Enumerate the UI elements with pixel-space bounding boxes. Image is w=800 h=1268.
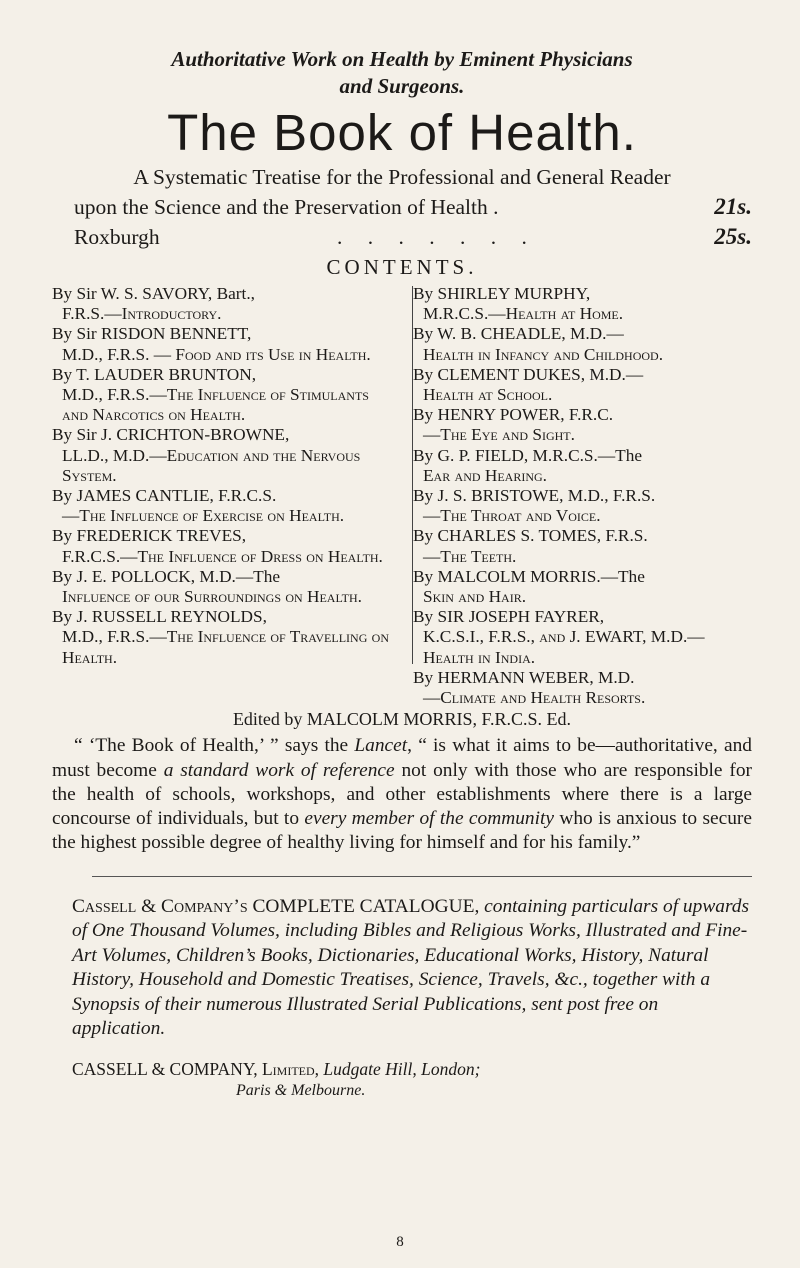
contents-entry [413,567,752,607]
entry-author: By HERMANN WEBER, M.D. [413,667,635,687]
entry-subject: M.D., F.R.S.—The Influence of Travelling on Health. [62,627,390,667]
description-line-2 [52,192,752,222]
entry-subject: Skin and Hair. [423,587,527,607]
entry-subject: M.D., F.R.S.—The Influence of Stimulants and Narcotics on Health. [62,385,369,425]
entry-author: By J. E. POLLOCK, M.D.—The [52,566,281,586]
quote-every: every member of the community [304,808,555,830]
entry-author: By J. S. BRISTOWE, M.D., F.R.S. [413,486,656,506]
price-standard: 21s. [714,194,752,219]
entry-author: By W. B. CHEADLE, M.D.— [413,324,624,344]
binding-label: Roxburgh [74,225,160,249]
entry-author: By MALCOLM MORRIS.—The [413,566,645,586]
contents-left-column [52,284,399,708]
entry-subject: M.D., F.R.S. — Food and its Use in Health. [62,344,371,364]
publisher-limited: Limited, [261,1058,320,1079]
entry-subject: —The Influence of Exercise on Health. [62,506,345,526]
lancet-quote [52,734,752,855]
entry-author: By FREDERICK TREVES, [52,526,247,546]
catalogue-lead: Cassell & Company’s [72,895,248,917]
entry-subject: F.R.C.S.—The Influence of Dress on Health. [62,546,383,566]
contents-entry [52,567,391,607]
description-line-3 [52,222,752,252]
entry-subject: —The Eye and Sight. [423,425,575,445]
contents-entry [52,607,391,668]
entry-author: By SIR JOSEPH FAYRER, [413,607,605,627]
contents-entry [413,668,752,708]
quote-part-3: not only with those who are responsible for the health of schools, workshops, and other establishments where there is a large concourse of individuals, but to [52,759,752,830]
entry-subject: M.R.C.S.—Health at Home. [423,304,624,324]
catalogue-notice [72,895,752,1042]
entry-subject: Health at School. [423,385,553,405]
contents-entry [413,526,752,566]
contents-entry [413,446,752,486]
quote-standard: a standard work of reference [163,759,395,781]
entry-author: By SHIRLEY MURPHY, [413,284,591,303]
entry-author: By HENRY POWER, F.R.C. [413,405,614,425]
contents-entry [413,365,752,405]
contents-right-column [399,284,752,708]
contents-entry [52,425,391,486]
book-title: The Book of Health. [167,104,637,161]
contents-entry [52,365,391,426]
entry-author: By CLEMENT DUKES, M.D.— [413,364,644,384]
contents-entry [413,324,752,364]
entry-author: By J. RUSSELL REYNOLDS, [52,607,267,627]
leader-dots: . . . . . . . [337,225,537,249]
entry-subject: Health in Infancy and Childhood. [423,344,664,364]
description-text: upon the Science and the Preservation of Health . [74,195,499,219]
contents-entry [413,284,752,324]
entry-author: By Sir J. CRICHTON-BROWNE, [52,425,290,445]
kicker-line-1: Authoritative Work on Health by Eminent Physicians [171,47,633,71]
contents-entry [413,607,752,668]
entry-subject: —The Teeth. [423,546,517,566]
quote-part-2: , “ is what it aims to be—authoritative, and must become [52,735,752,781]
publisher-name: CASSELL & COMPANY, [72,1058,258,1079]
quote-part-1: “ ‘The Book of Health,’ ” says the [74,735,355,757]
entry-subject: Ear and Hearing. [423,465,547,485]
entry-author: By Sir RISDON BENNETT, [52,324,252,344]
contents-entry [52,486,391,526]
contents-heading: CONTENTS. [326,255,478,279]
contents-entry [52,324,391,364]
entry-subject: LL.D., M.D.—Education and the Nervous System. [62,445,361,485]
entry-author: By JAMES CANTLIE, F.R.C.S. [52,486,277,506]
quote-part-4: who is anxious to secure the highest possible degree of healthy living for himself and for his family.” [52,808,752,854]
entry-author: By T. LAUDER BRUNTON, [52,364,257,384]
contents-entry [413,405,752,445]
catalogue-body: containing particulars of upwards of One Thousand Volumes, including Bibles and Religious Works, Illustrated and Fine-Art Volumes, Children’s Books, Dictionaries, Educational Works, History, Natural History, Household and Domestic Treatises, Science, Travels, &c., together with a Synopsis of their numerous Illustrated Serial Publications, sent post free on application. [72,895,750,1040]
entry-subject: —Climate and Health Resorts. [423,688,646,708]
entry-subject: K.C.S.I., F.R.S., and J. EWART, M.D.—Health in India. [423,627,705,667]
publisher-imprint [72,1058,752,1102]
entry-author: By Sir W. S. SAVORY, Bart., [52,284,255,303]
entry-author: By G. P. FIELD, M.R.C.S.—The [413,445,643,465]
contents-entry [52,284,391,324]
column-divider [412,286,413,664]
advertisement-page [52,46,752,1102]
entry-author: By CHARLES S. TOMES, F.R.S. [413,526,648,546]
page-number: 8 [396,1234,404,1250]
entry-subject: Influence of our Surroundings on Health. [62,587,363,607]
editor-credit: Edited by MALCOLM MORRIS, F.R.C.S. Ed. [232,709,572,730]
kicker-line-2: and Surgeons. [339,74,465,98]
entry-subject: —The Throat and Voice. [423,506,601,526]
entry-subject: F.R.S.—Introductory. [62,304,222,324]
contents-entry [52,526,391,566]
contents-entry [413,486,752,526]
catalogue-title: COMPLETE CATALOGUE, [252,895,480,917]
price-roxburgh: 25s. [714,224,752,249]
contents-columns [52,284,752,708]
book-description [52,162,752,252]
publisher-address: Ludgate Hill, London; [323,1058,481,1079]
quote-lancet: Lancet [354,735,408,757]
publisher-cities: Paris & Melbourne. [236,1081,366,1099]
section-divider [92,876,752,877]
description-line-1: A Systematic Treatise for the Professional and General Reader [133,165,671,189]
